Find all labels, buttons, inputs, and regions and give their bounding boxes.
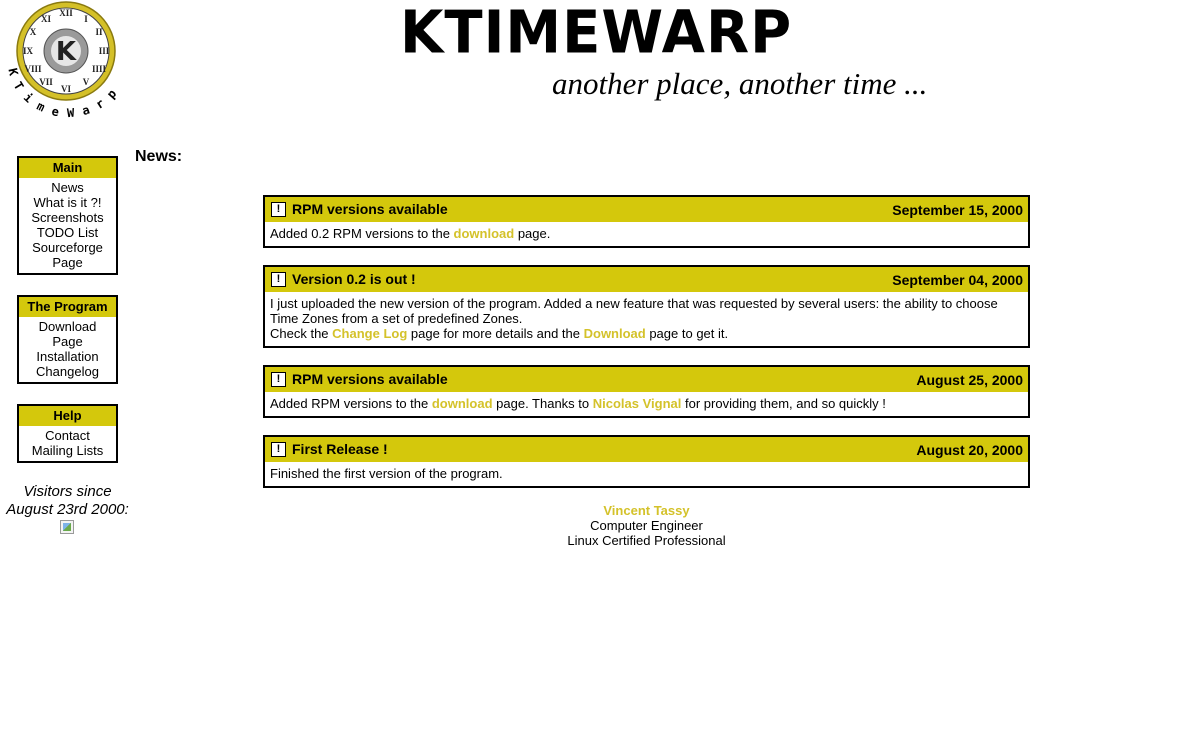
svg-text:VI: VI	[60, 84, 72, 94]
author-title: Computer Engineer	[590, 518, 703, 533]
visitor-counter-label: Visitors since August 23rd 2000:	[6, 483, 129, 518]
nav-screenshots[interactable]: Screenshots	[31, 210, 104, 225]
menu-heading: The Program	[19, 297, 116, 317]
svg-text:VIII: VIII	[24, 64, 42, 74]
contributor-link[interactable]: Nicolas Vignal	[592, 396, 682, 411]
news-item	[263, 265, 1030, 348]
nav-download-page[interactable]: Page	[52, 334, 83, 349]
svg-text:XI: XI	[40, 14, 52, 24]
download-link[interactable]: Download	[583, 326, 646, 341]
news-body: Added RPM versions to the download page. Thanks to Nicolas Vignal for providing them, and so quickly !	[270, 396, 886, 411]
news-header	[265, 437, 1028, 462]
author-certification: Linux Certified Professional	[567, 533, 726, 548]
news-item	[263, 365, 1030, 418]
exclamation-icon: !	[271, 272, 286, 287]
exclamation-icon: !	[271, 202, 286, 217]
exclamation-icon: !	[271, 372, 286, 387]
svg-text:II: II	[95, 27, 103, 37]
news-body: Added 0.2 RPM versions to the download page.	[270, 226, 551, 241]
site-title: KTIMEWARP	[400, 0, 793, 68]
broken-image-icon	[60, 520, 74, 534]
nav-todo-list[interactable]: TODO List	[36, 225, 99, 240]
exclamation-icon: !	[271, 442, 286, 457]
changelog-link[interactable]: Change Log	[332, 326, 408, 341]
logo-ring-text: K T i m e W a r p	[5, 66, 120, 121]
svg-text:X: X	[29, 27, 37, 37]
news-header	[265, 197, 1028, 222]
nav-sourceforge-page[interactable]: Page	[52, 255, 83, 270]
news-body: Finished the first version of the program.	[270, 466, 503, 481]
nav-what-is-it[interactable]: What is it ?!	[33, 195, 102, 210]
author-footer	[263, 503, 1030, 548]
menu-heading: Help	[19, 406, 116, 426]
gear-icon	[44, 29, 88, 73]
sidebar-menu-main	[17, 156, 118, 275]
news-title: Version 0.2 is out !	[292, 271, 416, 287]
svg-text:IIII: IIII	[91, 64, 107, 74]
nav-installation[interactable]: Installation	[36, 349, 99, 364]
site-tagline: another place, another time ...	[552, 66, 928, 101]
sidebar-menu-program	[17, 295, 118, 384]
news-header	[265, 367, 1028, 392]
nav-news[interactable]: News	[51, 180, 84, 195]
news-date: September 04, 2000	[892, 272, 1023, 288]
svg-text:IX: IX	[22, 46, 34, 56]
nav-changelog[interactable]: Changelog	[36, 364, 99, 379]
svg-text:K: K	[55, 37, 77, 67]
svg-text:III: III	[98, 46, 110, 56]
sidebar-menu-help	[17, 404, 118, 463]
news-title: RPM versions available	[292, 201, 448, 217]
download-link[interactable]: download	[431, 396, 493, 411]
nav-download-page[interactable]: Download	[38, 319, 97, 334]
menu-heading: Main	[19, 158, 116, 178]
ktimewarp-clock-logo	[0, 0, 135, 122]
download-link[interactable]: download	[453, 226, 515, 241]
news-body: I just uploaded the new version of the program. Added a new feature that was requested by several users: the ability to choose Time Zones from a set of predefined Zones. Check the Change Log page for more details and the Download page to get it.	[270, 296, 998, 341]
news-date: August 20, 2000	[916, 442, 1023, 458]
nav-contact[interactable]: Contact	[45, 428, 90, 443]
svg-text:V: V	[82, 77, 90, 87]
news-date: August 25, 2000	[916, 372, 1023, 388]
news-date: September 15, 2000	[892, 202, 1023, 218]
news-item	[263, 195, 1030, 248]
author-link[interactable]: Vincent Tassy	[603, 503, 690, 518]
page-title: News:	[135, 148, 183, 165]
svg-text:VII: VII	[39, 77, 53, 87]
news-title: RPM versions available	[292, 371, 448, 387]
nav-sourceforge-page[interactable]: Sourceforge	[32, 240, 103, 255]
nav-mailing-lists[interactable]: Mailing Lists	[31, 443, 104, 458]
news-header	[265, 267, 1028, 292]
svg-text:XII: XII	[59, 8, 73, 18]
news-title: First Release !	[292, 441, 388, 457]
svg-text:I: I	[84, 14, 88, 24]
news-item	[263, 435, 1030, 488]
